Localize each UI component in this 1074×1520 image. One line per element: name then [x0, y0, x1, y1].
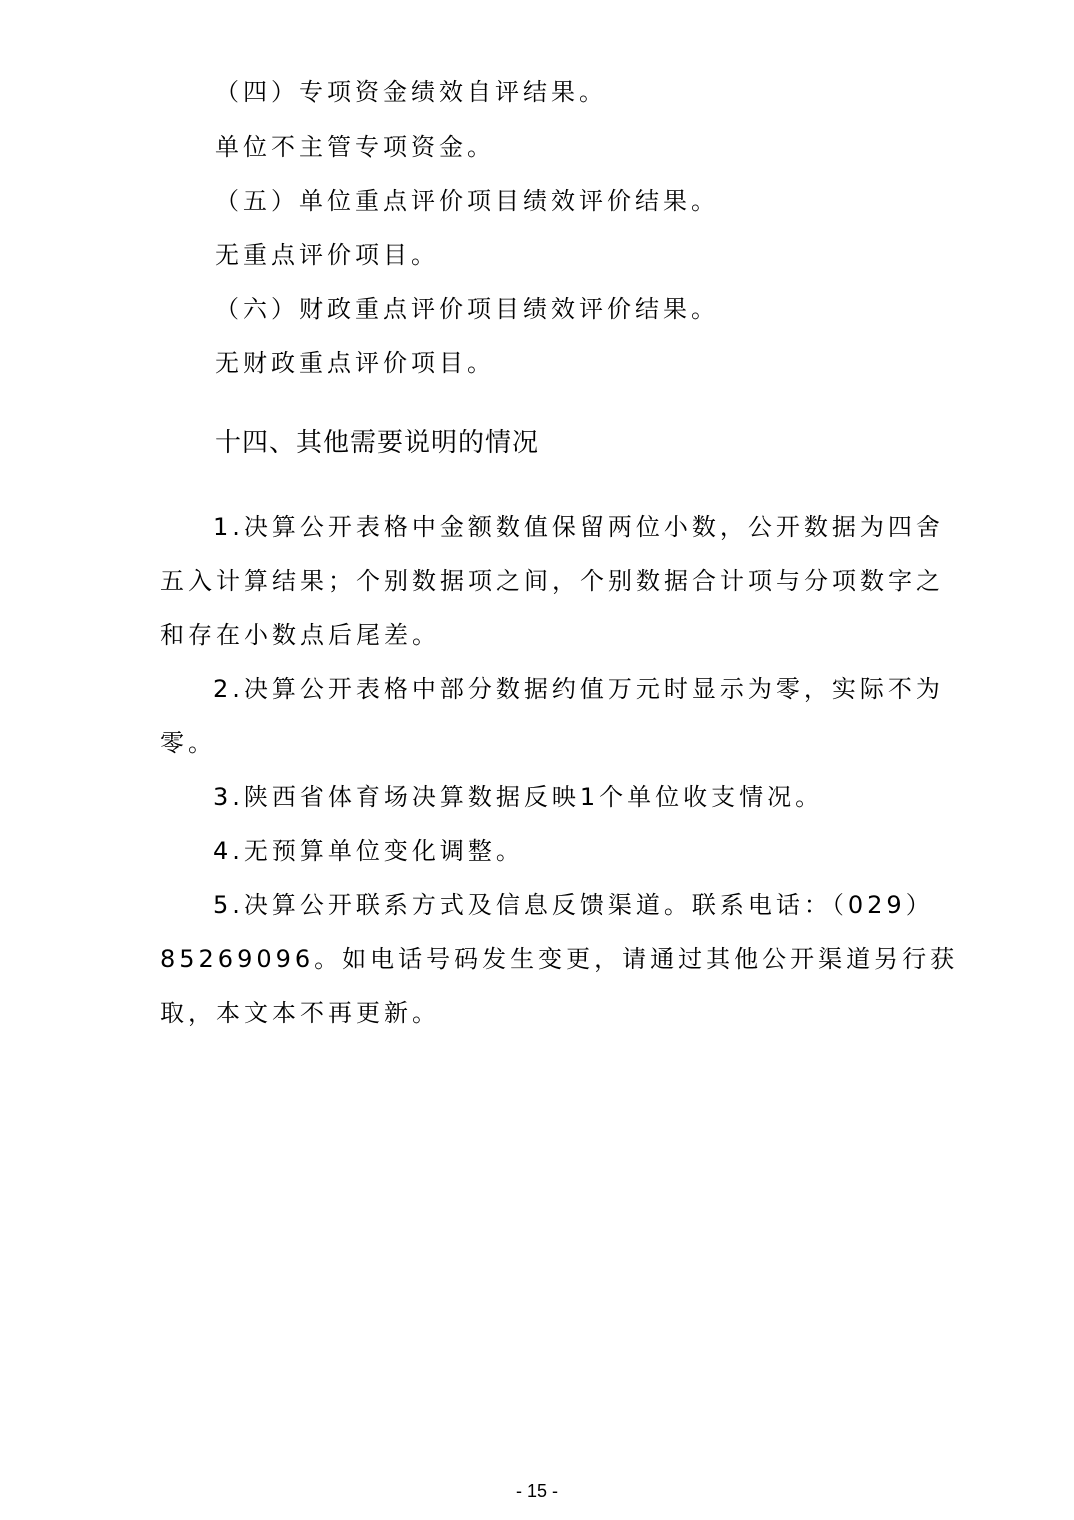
chapter-title: 十四、其他需要说明的情况: [215, 428, 540, 458]
note-5-line-1: 5.决算公开联系方式及信息反馈渠道。联系电话：（029）: [213, 891, 934, 919]
note-1-line-3: 和存在小数点后尾差。: [160, 621, 440, 649]
note-1-line-2: 五入计算结果；个别数据项之间，个别数据合计项与分项数字之: [160, 567, 944, 595]
section-body-5: 无重点评价项目。: [215, 241, 439, 269]
section-heading-5: （五）单位重点评价项目绩效评价结果。: [215, 187, 719, 215]
section-body-6: 无财政重点评价项目。: [215, 349, 495, 377]
note-2-line-1: 2.决算公开表格中部分数据约值万元时显示为零，实际不为: [213, 675, 944, 703]
note-1-line-1: 1.决算公开表格中金额数值保留两位小数，公开数据为四舍: [213, 513, 944, 541]
section-body-4: 单位不主管专项资金。: [215, 133, 495, 161]
section-heading-6: （六）财政重点评价项目绩效评价结果。: [215, 295, 719, 323]
note-5-line-3: 取，本文本不再更新。: [160, 999, 440, 1027]
section-heading-4: （四）专项资金绩效自评结果。: [215, 78, 607, 106]
note-5-line-2: 85269096。如电话号码发生变更，请通过其他公开渠道另行获: [160, 945, 959, 973]
page-number: - 15 -: [515, 1481, 558, 1501]
note-4-line-1: 4.无预算单位变化调整。: [213, 837, 524, 865]
note-3-line-1: 3.陕西省体育场决算数据反映1个单位收支情况。: [213, 783, 824, 811]
note-2-line-2: 零。: [160, 729, 216, 757]
